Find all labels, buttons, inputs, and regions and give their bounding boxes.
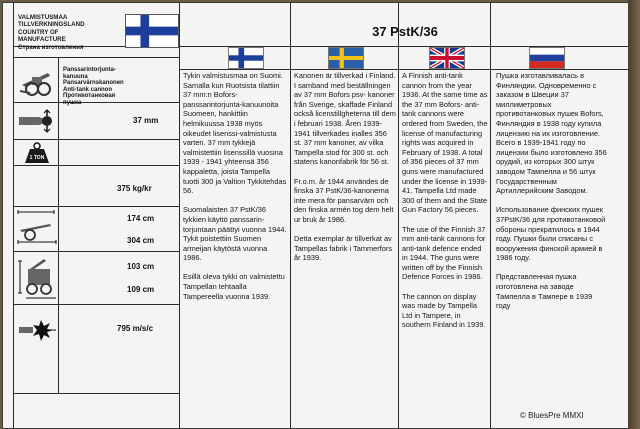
total-length-value: 304 cm bbox=[127, 236, 155, 245]
grid-line bbox=[13, 393, 179, 394]
cannon-dimensions-icon bbox=[16, 255, 58, 301]
finland-flag-icon bbox=[125, 14, 179, 48]
grid-line bbox=[13, 251, 179, 252]
height-value: 103 cm bbox=[127, 262, 155, 271]
uk-flag-icon bbox=[429, 47, 465, 69]
length-value: 174 cm bbox=[127, 214, 155, 223]
english-text: A Finnish anti-tank cannon from the year 1936. At the same time as the 37 mm Bofors- anti-tank cannons were ordered from Sweden, the license of manufacturing rights was acquired in February of 1938. A total of 356 pieces of 37 mm guns were manufactured under the license in 1939-41. Tampella Ltd made 300 of them and the State Gun Factory 56 pieces. The use of the Finnish 37 mm anti-tank cannons for anti-tank defence ended in 1944. The guns were written off by the Finnish Defence Forces in 1986. The cannon on display was made by Tampella Ltd in Tampere, in southern Finland in 1939. bbox=[402, 71, 488, 330]
grid-line bbox=[290, 3, 291, 428]
grid-line bbox=[13, 206, 179, 207]
weight-icon bbox=[23, 142, 51, 164]
width-value: 109 cm bbox=[127, 285, 155, 294]
sweden-flag-icon bbox=[328, 47, 364, 69]
grid-line bbox=[179, 3, 180, 428]
weight-value: 375 kg/kr bbox=[117, 184, 152, 193]
barrel-caliber-icon bbox=[17, 107, 57, 135]
russian-text: Пушка изготавливалась в Финляндии. Одновременно с заказом в Швеции 37 миллиметровых противотанковых пушек Bofors, Финляндия в 1938 году купила лицензию на их изготовление. Всего в 1939-1941 году по лицензии было изготовлено 356 орудий, из которых 300 штук заводом Тампелла и 56 штук Государственным Артиллерийским Заводом. Использование финских пушек 37PstK/36 для противотанковой обороны прекратилось в 1944 году. Пушки были списаны с вооружения финской армией в 1986 году. Представленная пушка изготовлена на заводе Тампелла в Тампере в 1939 году bbox=[496, 71, 607, 311]
grid-line bbox=[58, 57, 59, 393]
finnish-text: Tykin valmistusmaa on Suomi. Samalla kun Ruotsista tilattiin 37 mm:n Bofors-panssarintorjunta-kanuunoita Suomeen, hankittiin helmikuussa 1938 myös oikeudet lisenssi-valmistusta varten. 37 mm tykkejä valmistettiin lisenssillä vuosina 1939 - 1941 yhteensä 356 kappaletta, joista Tampella tuotti 300 ja Valtion Tykkitehdas 56. Suomalaisten 37 PstK/36 tykkien käyttö panssarin-torjuntaan päättyi vuonna 1944. Tykit poistettiin Suomen armeijan käytöstä vuonna 1986. Esillä oleva tykki on valmistettu Tampellan tehtaalla Tampereella vuonna 1939. bbox=[183, 71, 287, 301]
grid-line bbox=[490, 3, 491, 428]
grid-line bbox=[180, 69, 629, 70]
grid-line bbox=[13, 57, 179, 58]
copyright-watermark: © BluesPre MMXI bbox=[520, 411, 584, 420]
grid-line bbox=[13, 165, 179, 166]
finland-flag-icon bbox=[228, 47, 264, 69]
muzzle-velocity-icon bbox=[17, 317, 57, 343]
wood-frame bbox=[628, 0, 640, 429]
type-label: Panssarintorjunta- kanuuna Pansarvärnskanonen Anti-tank cannon Противотанковая пушка bbox=[63, 67, 124, 106]
cannon-length-icon bbox=[16, 208, 58, 248]
russia-flag-icon bbox=[529, 47, 565, 69]
velocity-value: 795 m/s/c bbox=[117, 324, 154, 333]
page-title: 37 PstK/36 bbox=[372, 24, 438, 39]
grid-line bbox=[398, 3, 399, 428]
info-board bbox=[2, 2, 630, 429]
cannon-side-icon bbox=[18, 63, 56, 97]
grid-line bbox=[13, 139, 179, 140]
country-label: VALMISTUSMAA TILLVERKNINGSLAND COUNTRY OF MANUFACTURE Страна изготовления bbox=[18, 14, 85, 51]
caliber-value: 37 mm bbox=[133, 116, 159, 125]
grid-line bbox=[13, 3, 14, 428]
grid-line bbox=[13, 304, 179, 305]
swedish-text: Kanonen är tillverkad i Finland. I samband med beställningen av 37 mm Bofors psv- kanoner från Sverige, skaffade Finland också licenstillgheterna till dem i februari 1938. Åren 1939-1941 tillverkades inalles 356 st. 37 mm kanoner, av vilka Tampella stod för 300 st. och statens kanonfabrik för 56 st. Fr.o.m. år 1944 användes de finska 37 PstK/36-kanonerna inte mera för pansarvärn och den finska armén tog dem helt ur bruk år 1986. Detta exemplar är tillverkat av Tampellas fabrik i Tammerfors år 1939. bbox=[294, 71, 396, 263]
weight-icon-text: 1 TON bbox=[29, 155, 45, 161]
